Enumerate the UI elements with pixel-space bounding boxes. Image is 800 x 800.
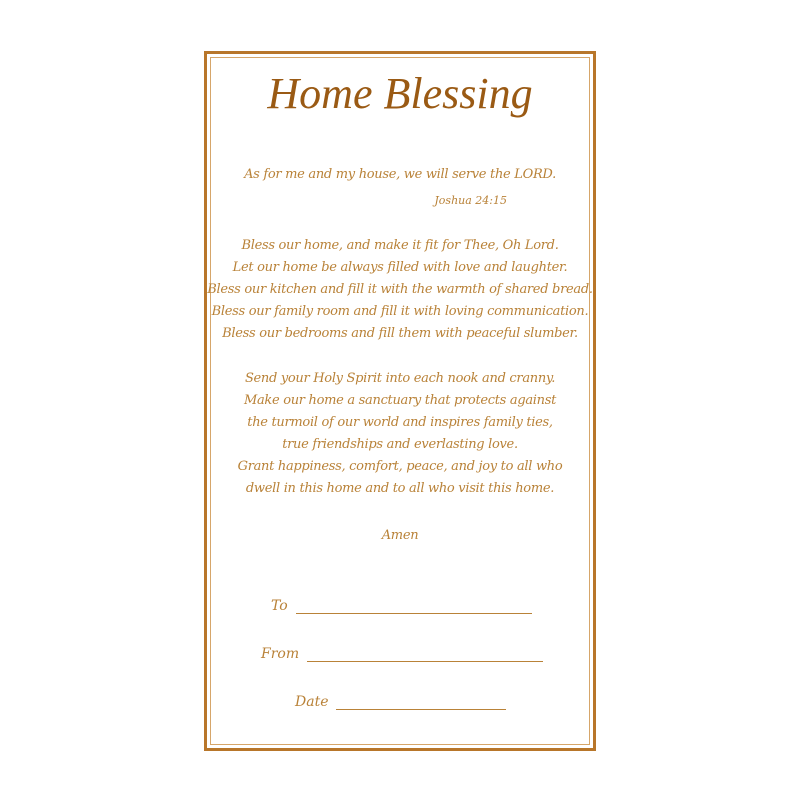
stanza2-line: Grant happiness, comfort, peace, and joy to all who	[237, 459, 563, 474]
stanza2-line: true friendships and everlasting love.	[282, 437, 518, 452]
blessing-card	[204, 51, 596, 751]
stanza1-line: Bless our bedrooms and fill them with peaceful slumber.	[222, 326, 578, 341]
stanza1-line: Bless our family room and fill it with loving communication.	[211, 304, 589, 319]
stanza2-line: the turmoil of our world and inspires family ties,	[247, 415, 553, 430]
stanza2-line: Make our home a sanctuary that protects against	[243, 393, 557, 408]
from-field[interactable]	[261, 646, 543, 662]
verse-reference: Joshua 24:15	[434, 194, 507, 207]
to-label: To	[271, 598, 288, 614]
date-label: Date	[295, 694, 329, 710]
stanza1-line: Bless our home, and make it fit for Thee, Oh Lord.	[241, 238, 559, 253]
stanza2-line: Send your Holy Spirit into each nook and cranny.	[244, 371, 556, 386]
verse: As for me and my house, we will serve the LORD.	[244, 167, 556, 182]
date-field[interactable]	[295, 694, 506, 710]
to-line[interactable]	[296, 599, 532, 614]
stanza1-line: Bless our kitchen and fill it with the warmth of shared bread.	[207, 282, 593, 297]
from-label: From	[261, 646, 300, 662]
date-line[interactable]	[336, 695, 506, 710]
stanza1-line: Let our home be always filled with love and laughter.	[232, 260, 568, 275]
card-title: Home Blessing	[267, 69, 533, 118]
from-line[interactable]	[307, 647, 543, 662]
amen: Amen	[381, 528, 419, 543]
to-field[interactable]	[271, 598, 532, 614]
stanza2-line: dwell in this home and to all who visit this home.	[245, 481, 555, 496]
